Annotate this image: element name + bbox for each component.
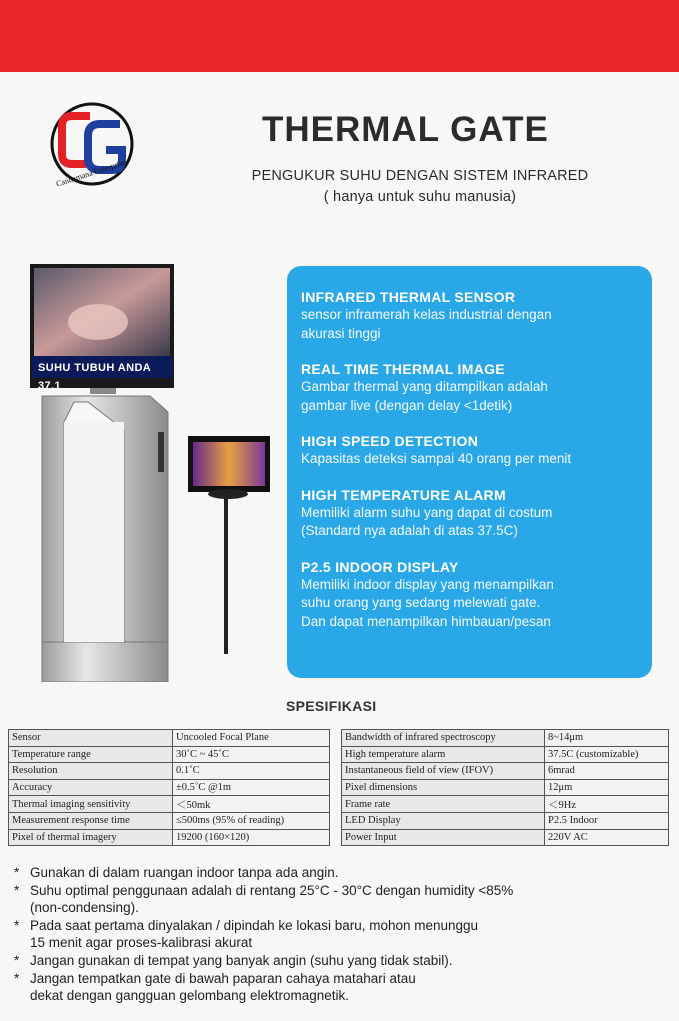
feature-description: Memiliki indoor display yang menampilkan [301,576,554,592]
spec-row [342,779,669,796]
spec-value: 220V AC [545,829,669,846]
spec-label: Measurement response time [9,812,173,829]
spec-label: Bandwidth of infrared spectroscopy [342,730,545,747]
spec-label: Instantaneous field of view (IFOV) [342,763,545,780]
note-line: Pada saat pertama dinyalakan / dipindah ke lokasi baru, mohon menunggu [30,918,479,933]
feature-description: suhu orang yang sedang melewati gate. [301,595,541,610]
spec-value: 0.1˚C [173,763,330,780]
feature-description: Memiliki alarm suhu yang dapat di costum [301,504,553,520]
feature-block [301,486,638,541]
asterisk-icon: * [14,918,20,933]
spec-row [9,763,330,780]
note-item [14,952,664,969]
feature-block [301,288,638,343]
logo-tagline: Candamana Enterprise [55,157,127,189]
note-line: (non-condensing). [30,900,139,915]
spec-label: Pixel dimensions [342,779,545,796]
feature-block [301,558,638,632]
spec-value: 12μm [545,779,669,796]
spec-value: 37.5C (customizable) [545,746,669,763]
spec-label: Resolution [9,763,173,780]
top-banner [0,0,679,72]
feature-description: Kapasitas deteksi sampai 40 orang per menit [301,451,572,466]
features-panel [287,266,652,678]
spec-value: ＜9Hz [545,796,669,813]
note-line: Jangan gunakan di tempat yang banyak angin (suhu yang tidak stabil). [30,953,453,968]
feature-description: Gambar thermal yang ditampilkan adalah [301,379,548,394]
spec-value: 19200 (160×120) [173,829,330,846]
asterisk-icon: * [14,953,20,968]
spec-row [9,812,330,829]
note-line: Gunakan di dalam ruangan indoor tanpa ada angin. [30,865,339,880]
spec-value: Uncooled Focal Plane [173,730,330,747]
feature-title: HIGH TEMPERATURE ALARM [301,486,506,503]
spec-row [9,796,330,813]
spec-row [342,812,669,829]
spec-row [9,746,330,763]
spec-value: ＜50mk [173,796,330,813]
spec-value: ≤500ms (95% of reading) [173,812,330,829]
spec-row [9,779,330,796]
asterisk-icon: * [14,971,20,986]
spec-row [342,829,669,846]
feature-description: sensor inframerah kelas industrial dengan [301,307,552,322]
spec-value: ±0.5˚C @1m [173,779,330,796]
note-line: 15 menit agar proses-kalibrasi akurat [30,935,253,950]
note-line: dekat dengan gangguan gelombang elektromagnetik. [30,988,349,1003]
spec-label: Accuracy [9,779,173,796]
spec-label: Sensor [9,730,173,747]
spec-row [342,746,669,763]
spec-table-right [341,729,669,846]
note-item [14,864,664,881]
spec-label: LED Display [342,812,545,829]
spec-row [342,763,669,780]
spec-label: Temperature range [9,746,173,763]
note-line: Suhu optimal penggunaan adalah di rentang 25°C - 30°C dengan humidity <85% [30,883,514,898]
feature-description: akurasi tinggi [301,325,381,341]
note-item [14,970,664,1004]
feature-block [301,432,638,469]
feature-description: Dan dapat menampilkan himbauan/pesan [301,613,551,629]
page-subnote: ( hanya untuk suhu manusia) [323,189,517,205]
page-title: THERMAL GATE [262,110,549,149]
screen-caption: SUHU TUBUH ANDA 37.1 [38,362,151,392]
note-line: Jangan tempatkan gate di bawah paparan cahaya matahari atau [30,971,416,986]
spec-row [9,730,330,747]
thermal-gate-illustration [28,262,278,682]
page-subtitle: PENGUKUR SUHU DENGAN SISTEM INFRARED [251,168,589,184]
spec-row [342,730,669,747]
spec-value: 8~14μm [545,730,669,747]
note-item [14,882,664,916]
feature-title: REAL TIME THERMAL IMAGE [301,361,505,377]
spec-heading: SPESIFIKASI [286,698,377,714]
feature-description: (Standard nya adalah di atas 37.5C) [301,523,518,538]
spec-label: Power Input [342,829,545,846]
spec-label: Thermal imaging sensitivity [9,796,173,813]
feature-title: HIGH SPEED DETECTION [301,433,479,449]
spec-label: Pixel of thermal imagery [9,829,173,846]
spec-table-left [8,729,330,846]
spec-label: High temperature alarm [342,746,545,763]
spec-row [342,796,669,813]
feature-title: INFRARED THERMAL SENSOR [301,289,516,305]
feature-title: P2.5 INDOOR DISPLAY [301,558,459,575]
spec-row [9,829,330,846]
spec-value: P2.5 Indoor [545,812,669,829]
spec-value: 30˚C ~ 45˚C [173,746,330,763]
feature-description: gambar live (dengan delay <1detik) [301,397,513,413]
note-item [14,917,664,951]
spec-label: Frame rate [342,796,545,813]
feature-block [301,360,638,415]
usage-notes [14,864,664,1005]
asterisk-icon: * [14,865,20,880]
spec-value: 6mrad [545,763,669,780]
asterisk-icon: * [14,883,20,898]
